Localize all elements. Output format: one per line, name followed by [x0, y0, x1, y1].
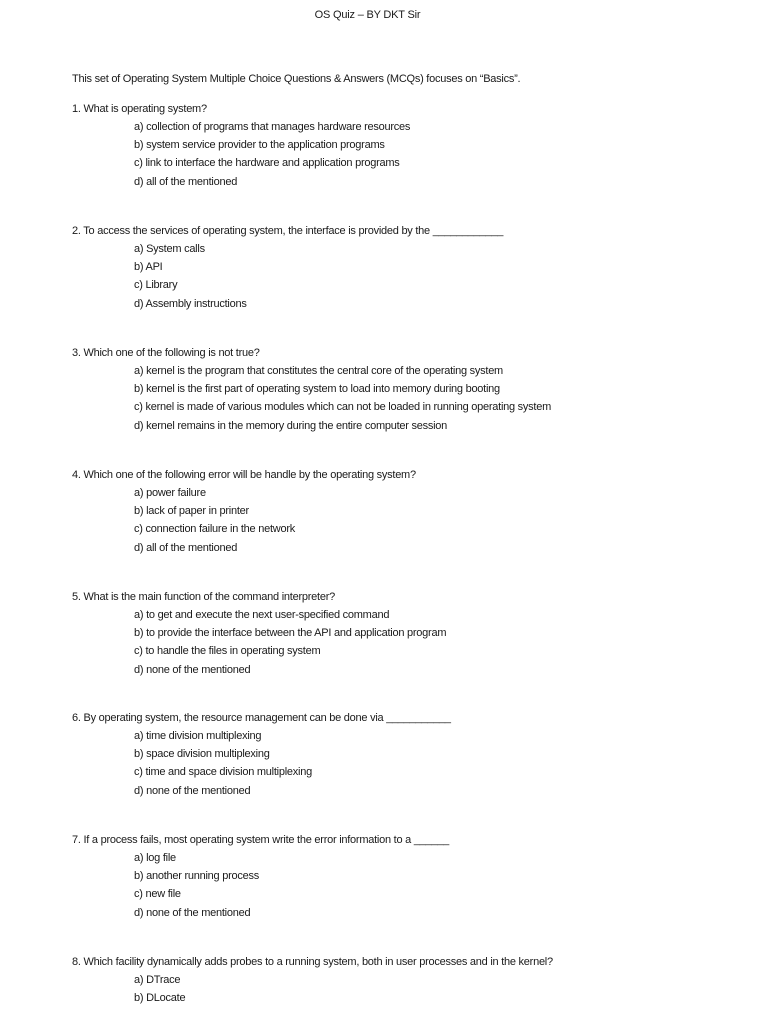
option-list — [72, 606, 712, 679]
option-b: b) API — [134, 261, 163, 274]
option-c: c) new file — [134, 888, 181, 901]
question-text: 1. What is operating system? — [72, 103, 207, 115]
option-list — [72, 484, 712, 557]
option-list — [72, 849, 712, 922]
question-text: 2. To access the services of operating system, the interface is provided by the ____________ — [72, 225, 504, 237]
option-d: d) none of the mentioned — [134, 906, 251, 919]
option-b: b) space division multiplexing — [134, 748, 270, 761]
option-a: a) collection of programs that manages hardware resources — [134, 121, 411, 133]
option-c: c) connection failure in the network — [134, 523, 295, 536]
option-a: a) power failure — [134, 487, 206, 499]
option-list — [72, 118, 712, 191]
question-text: 5. What is the main function of the command interpreter? — [72, 591, 335, 603]
option-b: b) lack of paper in printer — [134, 505, 249, 518]
option-d: d) none of the mentioned — [134, 663, 251, 676]
option-b: b) kernel is the first part of operating system to load into memory during booting — [134, 383, 500, 396]
option-c: c) Library — [134, 279, 178, 292]
option-c: c) kernel is made of various modules which can not be loaded in running operating system — [134, 401, 552, 414]
question-7 — [72, 831, 712, 922]
question-text: 3. Which one of the following is not true? — [72, 347, 260, 359]
page-title: OS Quiz – BY DKT Sir — [314, 9, 421, 21]
option-list — [72, 971, 712, 1007]
option-b: b) DLocate — [134, 992, 186, 1005]
question-text: 7. If a process fails, most operating system write the error information to a ______ — [72, 834, 450, 846]
option-list — [72, 727, 712, 800]
option-d: d) kernel remains in the memory during the entire computer session — [134, 419, 448, 432]
intro-paragraph: This set of Operating System Multiple Choice Questions & Answers (MCQs) focuses on “Basics”. — [72, 73, 521, 85]
question-text: 4. Which one of the following error will be handle by the operating system? — [72, 469, 416, 481]
option-c: c) link to interface the hardware and application programs — [134, 157, 400, 170]
option-c: c) to handle the files in operating system — [134, 645, 321, 658]
question-text: 6. By operating system, the resource management can be done via ___________ — [72, 712, 451, 724]
option-d: d) Assembly instructions — [134, 297, 247, 310]
question-4 — [72, 466, 712, 557]
option-a: a) log file — [134, 852, 176, 864]
question-5 — [72, 588, 712, 679]
option-b: b) system service provider to the application programs — [134, 139, 385, 152]
option-b: b) to provide the interface between the API and application program — [134, 627, 447, 640]
option-d: d) all of the mentioned — [134, 541, 238, 554]
option-c: c) time and space division multiplexing — [134, 766, 312, 779]
question-text: 8. Which facility dynamically adds probes to a running system, both in user processes and in the kernel? — [72, 956, 553, 968]
option-d: d) none of the mentioned — [134, 784, 251, 797]
option-a: a) time division multiplexing — [134, 730, 262, 742]
option-a: a) kernel is the program that constitutes the central core of the operating system — [134, 365, 503, 377]
question-6 — [72, 709, 712, 800]
question-8 — [72, 953, 712, 1007]
option-d: d) all of the mentioned — [134, 175, 238, 188]
option-a: a) System calls — [134, 243, 205, 255]
question-1 — [72, 100, 712, 191]
question-3 — [72, 344, 712, 435]
question-2 — [72, 222, 712, 313]
option-list — [72, 240, 712, 313]
option-a: a) DTrace — [134, 974, 181, 986]
option-list — [72, 362, 712, 435]
option-a: a) to get and execute the next user-specified command — [134, 609, 390, 621]
option-b: b) another running process — [134, 870, 259, 883]
